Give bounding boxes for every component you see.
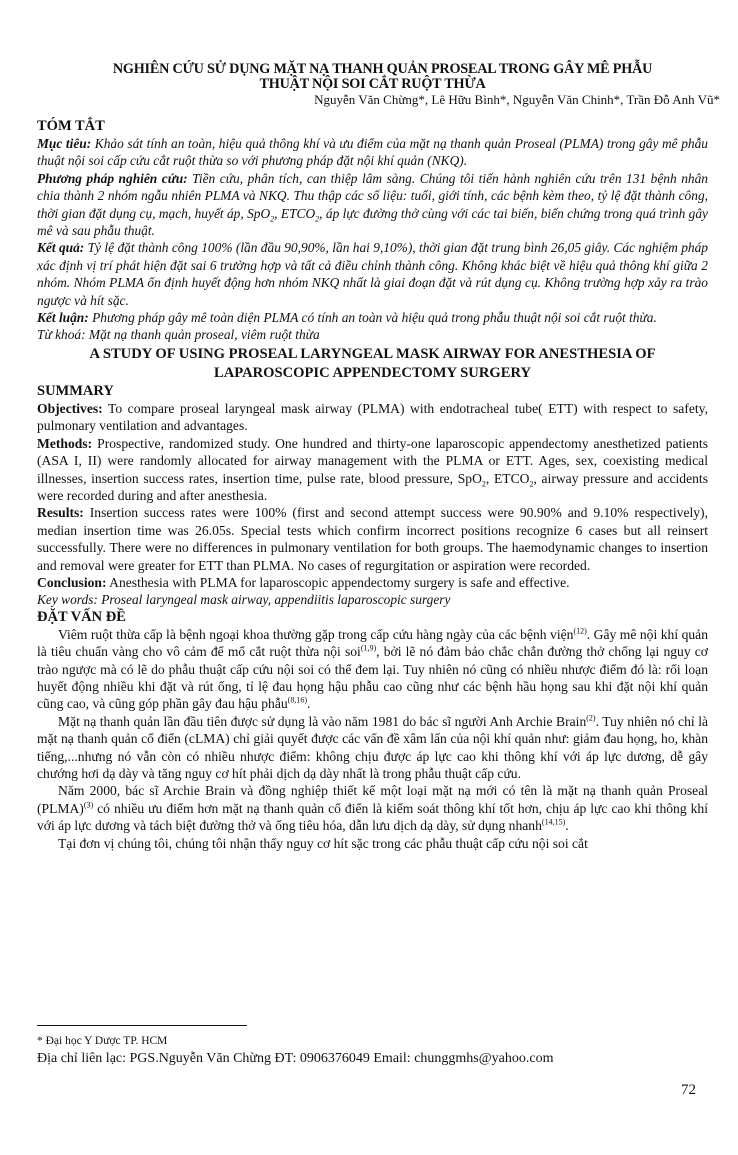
en-methods [37,435,708,505]
en-results [37,504,708,574]
text-run: . [306,696,311,712]
subscript: 2 [529,479,534,489]
en-methods-label: Methods: [37,435,93,451]
en-results-label: Results: [37,505,84,521]
citation: (14,15) [541,817,566,827]
paper-title [37,62,708,92]
intro-paragraph-1 [37,626,708,713]
intro-paragraph-4: Tại đơn vị chúng tôi, chúng tôi nhận thấy nguy cơ hít sặc trong các phẫu thuật cấp cứu nội soi cắt [58,835,588,851]
en-keywords: Key words: Proseal laryngeal mask airway, appendiitis laparoscopic surgery [37,592,451,608]
vi-methods [37,170,708,240]
paper-title-line-1: NGHIÊN CỨU SỬ DỤNG MẶT NẠ THANH QUẢN PROSEAL TRONG GÂY MÊ PHẪU [112,61,653,77]
vi-methods-text: , áp lực đường thở cùng với các tai biến, biến chứng trong quá trình gây mê và sau phẫu thuật. [37,205,708,239]
vi-conclusion [37,309,708,326]
vi-objective-text: Khảo sát tính an toàn, hiệu quả thông khí và ưu điểm của mặt nạ thanh quản Proseal (PLMA) trong gây mê phẫu thuật nội soi cấp cứu cắt ruột thừa so với phương pháp đặt nội khí quản (NKQ). [37,136,708,169]
english-title-line-1: A STUDY OF USING PROSEAL LARYNGEAL MASK AIRWAY FOR ANESTHESIA OF [89,345,656,362]
intro-body [37,626,708,852]
english-title [37,345,708,383]
vi-keywords: Từ khoá: Mặt nạ thanh quản proseal, viêm ruột thừa [37,327,320,343]
vi-methods-label: Phương pháp nghiên cứu: [37,170,188,186]
en-methods-text: Prospective, randomized study. One hundred and thirty-one laparoscopic appendectomy anesthetized patients (ASA I, II) were randomly allocated for airway management with the PLMA or ETT. Ages, sex, coexisting medical illnesses, insertion success rates, insertion time, pulse rate, blood pressure, SpO [37,435,708,486]
intro-heading: ĐẶT VẤN ĐỀ [37,608,126,625]
en-objectives-label: Objectives: [37,400,103,416]
en-conclusion-label: Conclusion: [37,574,107,590]
footnote-contact: Địa chỉ liên lạc: PGS.Nguyễn Văn Chừng ĐT: 0906376049 Email: chunggmhs@yahoo.com [37,1051,554,1066]
en-methods-text: , ETCO [485,470,530,486]
text-run: Viêm ruột thừa cấp là bệnh ngoại khoa thường gặp trong cấp cứu hàng ngày của các bệnh viện [58,626,574,642]
paper-page [37,61,720,852]
paper-title-line-2: THUẬT NỘI SOI CẮT RUỘT THỪA [259,76,486,92]
vi-abstract-heading: TÓM TẮT [37,118,105,134]
citation: (12) [573,626,587,636]
author-list: Nguyễn Văn Chừng*, Lê Hữu Bình*, Nguyễn Văn Chinh*, Trần Đỗ Anh Vũ* [314,92,720,107]
vi-methods-text: , ETCO [274,205,316,221]
subscript: 2 [315,214,320,224]
intro-paragraph-2 [37,713,708,783]
vi-methods-text: Tiền cứu, phân tích, can thiệp lâm sàng. Chúng tôi tiến hành nghiên cứu trên 131 bệnh nhân chia thành 2 nhóm ngẫu nhiên PLMA và NKQ. Thu thập các số liệu: tuổi, giới tính, các bệnh kèm theo, tỷ lệ đặt thành công, thời gian đặt dụng cụ, mạch, huyết áp, SpO [37,170,708,221]
en-conclusion [37,574,708,591]
text-run: . Gây mê nội khí quản là tiêu chuẩn vàng cho vô cảm để mổ cắt ruột thừa nội soi [37,626,709,660]
text-run: . [565,818,569,834]
citation: (8,16) [287,695,307,705]
en-abstract [37,400,708,609]
vi-results-text: Tỷ lệ đặt thành công 100% (lần đầu 90,90%, lần hai 9,10%), thời gian đặt trung bình 26,05 giây. Các nghiệm pháp xác định vị trí phát hiện đặt sai 6 trường hợp và tất cả điều chỉnh thành công. Không khác biệt về hiệu quả thông khí giữa 2 nhóm. Nhóm PLMA ổn định huyết động hơn nhóm NKQ nhất là giai đoạn đặt và rút dụng cụ. Không trường hợp xảy ra trào ngược và hít sặc. [37,240,708,308]
page-number: 72 [681,1082,696,1098]
text-run: có nhiều ưu điểm hơn mặt nạ thanh quản cổ điển là kiểm soát thông khí tốt hơn, chịu áp lực cao khi thông khí với áp lực dương và tách biệt đường thở và ống tiêu hóa, dẫn lưu dịch dạ dày, sử dụng nhanh [37,800,708,834]
subscript: 2 [270,214,275,224]
en-objectives-text: To compare proseal laryngeal mask airway (PLMA) with endotracheal tube( ETT) with respect to safety, pulmonary ventilation and advantages. [37,400,708,434]
summary-heading: SUMMARY [37,382,114,399]
footnote-affiliation: * Đại học Y Dược TP. HCM [37,1035,168,1047]
en-methods-text: , airway pressure and accidents were recorded during and after anesthesia. [37,470,708,503]
text-run: Năm 2000, bác sĩ Archie Brain và đồng nghiệp thiết kế một loại mặt nạ mới có tên là mặt nạ thanh quản Proseal (PLMA) [37,783,708,816]
text-run: Mặt nạ thanh quản lần đầu tiên được sử dụng là vào năm 1981 do bác sĩ người Anh Archie Brain [58,713,587,729]
vi-objective [37,135,708,170]
en-conclusion-text: Anesthesia with PLMA for laparoscopic appendectomy surgery is safe and effective. [106,574,570,590]
vi-results [37,239,708,309]
en-results-text: Insertion success rates were 100% (first and second attempt success were 90.90% and 9.10% respectively), median insertion time was 26.05s. Special tests which confirm incorrect positions recognize 6 cases but all reinsert successfully. There were no differences in pulmonary ventilation for both groups. The haemodynamic changes to insertion and removal were greater for ETT than PLMA. No cases of regurgitation or aspiration were recorded. [37,505,708,573]
intro-paragraph-3 [37,782,708,834]
vi-conclusion-label: Kết luận: [37,310,89,326]
vi-abstract [37,135,708,344]
vi-objective-label: Mục tiêu: [37,136,92,151]
vi-conclusion-text: Phương pháp gây mê toàn diện PLMA có tính an toàn và hiệu quả trong phẫu thuật nội soi cắt ruột thừa. [88,310,657,326]
citation: (1,9) [360,643,377,653]
vi-results-label: Kết quả: [37,240,85,256]
subscript: 2 [481,479,486,489]
footnote-divider [37,1025,247,1026]
text-run: , bởi lẽ nó đảm bảo chắc chắn đường thở chống lại nguy cơ trào ngược mà có lẽ do phẫu thuật cấp cứu nội soi có thể đem lại. Tuy nhiên nó cũng có nhiều nhược điểm đó là: rối loạn huyết động nhiều khi đặt và rút ống, tỉ lệ đau họng hậu phẫu cao cũng như các bệnh hầu họng sau khi đặt nội khí quản cũng cao, và cũng góp phần gây đau hậu phẫu [37,644,708,712]
english-title-line-2: LAPAROSCOPIC APPENDECTOMY SURGERY [213,364,532,381]
en-objectives [37,400,708,435]
text-run: . Tuy nhiên nó chỉ là mặt nạ thanh quản cổ điển (cLMA) chỉ giải quyết được các vấn đề xâm lấn của nội khí quản như: giảm đau họng, ho, khàn tiếng,...nhưng nó vẫn còn có nhiều nhược điểm: không chịu được áp lực cao khi thông khí với áp lực dương, dễ gây chướng hơi dạ dày và tăng nguy cơ hít phải dịch dạ dày nhất là trong phẫu thuật cấp cứu. [37,713,708,781]
citation: (3) [83,800,94,810]
citation: (2) [586,713,596,723]
